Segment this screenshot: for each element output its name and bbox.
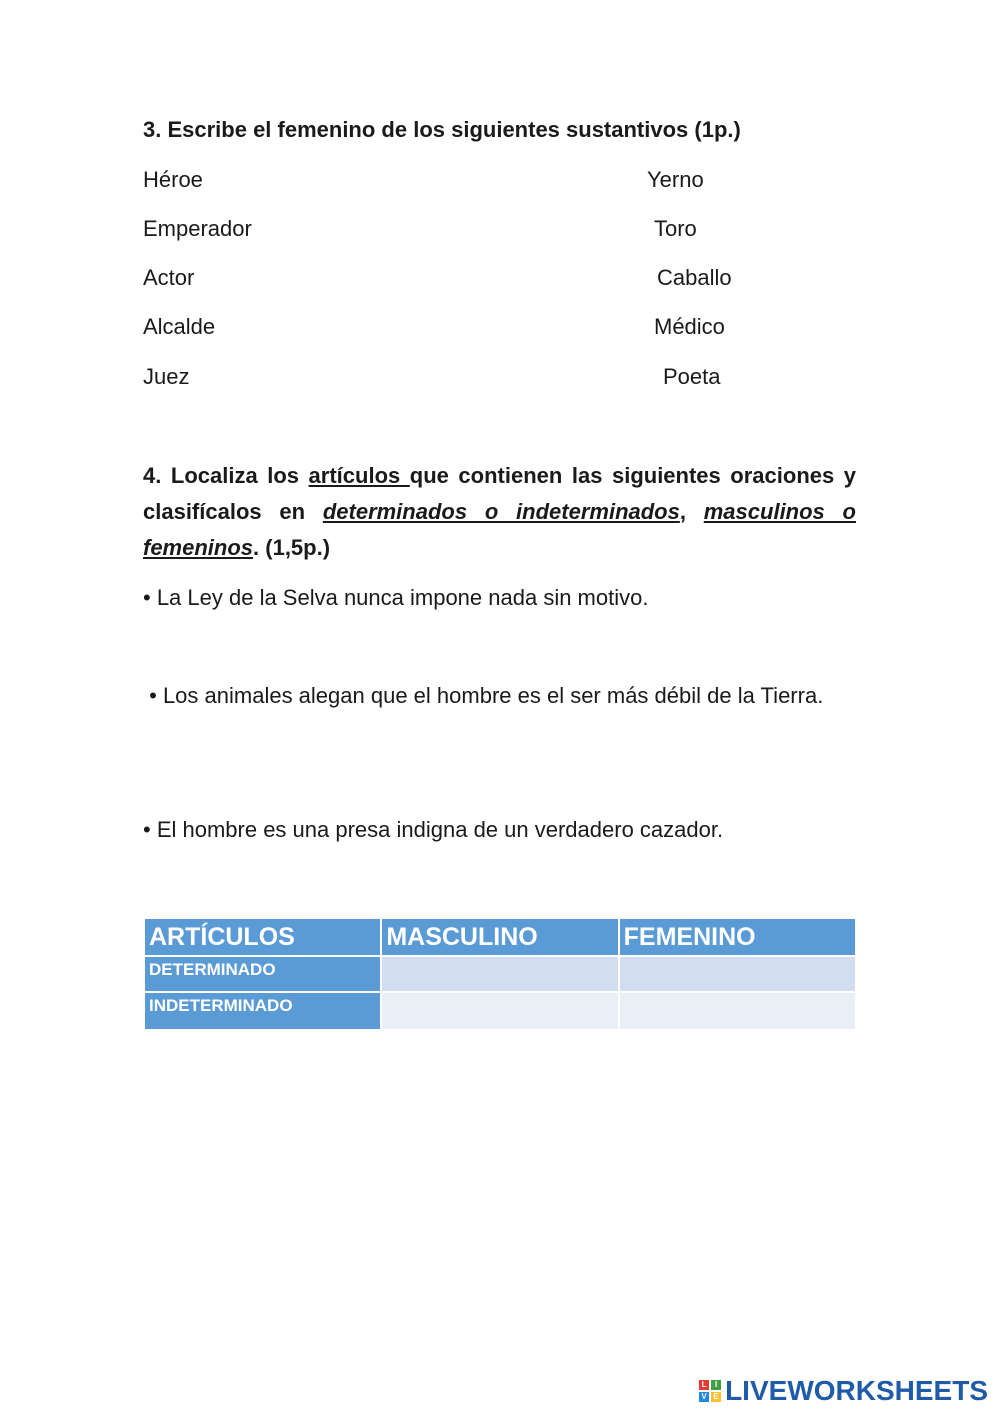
- sentence-1: • La Ley de la Selva nunca impone nada sin motivo.: [143, 585, 649, 610]
- row-label-indeterminado: INDETERMINADO: [144, 992, 381, 1030]
- logo-letter-i: I: [711, 1380, 721, 1390]
- right-word-2: Toro: [654, 216, 697, 241]
- left-word-2: Emperador: [143, 216, 252, 241]
- sentence-2: • Los animales alegan que el hombre es el ser más débil de la Tierra.: [143, 683, 824, 708]
- articles-table: [143, 917, 857, 1031]
- title-comma: ,: [679, 499, 704, 524]
- title-part2: que contienen las siguientes oraciones y clasifícalos en: [143, 463, 857, 524]
- title-part1: 4. Localiza los: [143, 463, 309, 488]
- table-row: [144, 992, 856, 1030]
- table-header-row: [144, 918, 856, 956]
- cell-indeterminado-femenino[interactable]: [619, 992, 856, 1030]
- cell-determinado-masculino[interactable]: [381, 956, 618, 992]
- sentence-3: • El hombre es una presa indigna de un verdadero cazador.: [143, 817, 724, 842]
- left-word-3: Actor: [143, 265, 195, 290]
- right-word-1: Yerno: [647, 167, 704, 192]
- left-word-4: Alcalde: [143, 314, 216, 339]
- right-word-5: Poeta: [663, 364, 721, 389]
- right-word-4: Médico: [654, 314, 725, 339]
- left-word-1: Héroe: [143, 167, 203, 192]
- header-masculino: MASCULINO: [381, 918, 618, 956]
- header-femenino: FEMENINO: [619, 918, 856, 956]
- logo-letter-e: E: [711, 1392, 721, 1402]
- logo-text: LIVEWORKSHEETS: [725, 1375, 988, 1406]
- title-underlined: artículos: [308, 463, 410, 488]
- title-end: . (1,5p.): [253, 535, 331, 560]
- title-italic1: determinados o indeterminados: [322, 499, 680, 524]
- table-row: [144, 956, 856, 992]
- right-word-3: Caballo: [657, 265, 732, 290]
- cell-determinado-femenino[interactable]: [619, 956, 856, 992]
- title-italic2: masculinos o femeninos: [143, 499, 856, 560]
- section4-title: [143, 458, 856, 566]
- logo-letter-l: L: [699, 1380, 709, 1390]
- row-label-determinado: DETERMINADO: [144, 956, 381, 992]
- logo-letter-v: V: [699, 1392, 709, 1402]
- header-articulos: ARTÍCULOS: [144, 918, 381, 956]
- left-word-5: Juez: [143, 364, 190, 389]
- liveworksheets-logo: [699, 1375, 988, 1407]
- section3-title: 3. Escribe el femenino de los siguientes sustantivos (1p.): [143, 117, 741, 142]
- logo-grid-icon: [699, 1380, 721, 1402]
- cell-indeterminado-masculino[interactable]: [381, 992, 618, 1030]
